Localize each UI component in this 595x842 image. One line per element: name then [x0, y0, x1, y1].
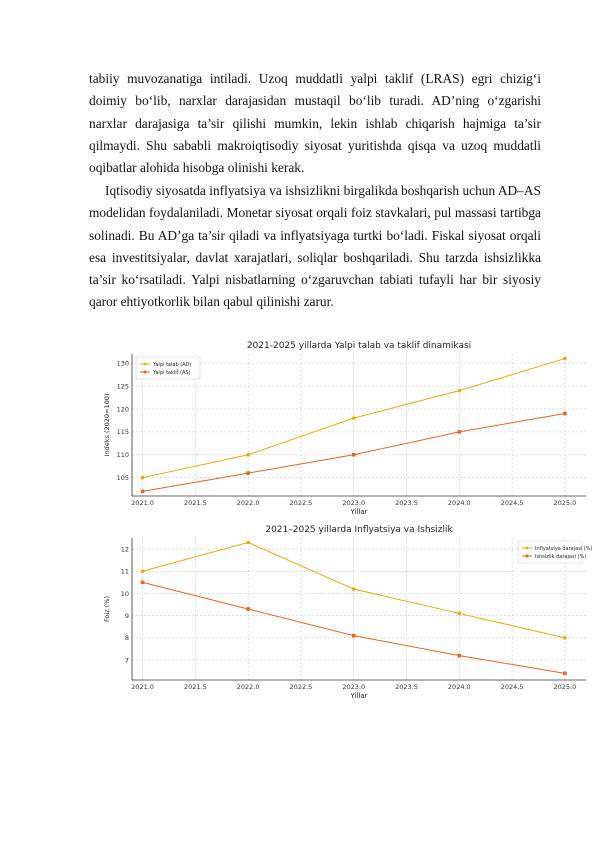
- legend-label: Yalpi taklif (AS): [153, 369, 191, 376]
- x-tick-label: 2024.0: [447, 683, 471, 691]
- series-1-point: [246, 541, 250, 545]
- inflation-unemployment-line-chart: [100, 520, 592, 706]
- x-axis-label: Yillar: [350, 508, 368, 516]
- series-1-point: [563, 636, 567, 640]
- x-axis-label: Yillar: [350, 692, 368, 700]
- y-tick-label: 7: [124, 656, 129, 665]
- legend-label: Ishsizlik darajasi (%): [535, 553, 587, 560]
- y-tick-label: 110: [116, 451, 129, 460]
- x-tick-label: 2023.0: [342, 499, 366, 507]
- y-tick-label: 8: [124, 634, 129, 643]
- legend-marker: [144, 363, 147, 366]
- x-tick-label: 2022.5: [289, 499, 313, 507]
- legend-label: Yalpi talab (AD): [153, 361, 192, 368]
- x-tick-label: 2021.5: [183, 683, 207, 691]
- body-paragraph-2: Iqtisodiy siyosatda inflyatsiya va ishsizlikni birgalikda boshqarish uchun AD–AS modelidan foydalaniladi. Monetar siyosat orqali foiz stavkalari, pul massasi tartibga solinadi. Bu AD’ga ta’sir qiladi va inflyatsiyaga turtki bo‘ladi. Fiskal siyosat orqali esa investitsiyalar, davlat xarajatlari, soliqlar boshqariladi. Shu tarzda ishsizlikka ta’sir ko‘rsatiladi. Yalpi nisbatlarning o‘zgaruvchan tabiati tufayli har bir siyosiy qaror ehtiyotkorlik bilan qabul qilinishi zarur.: [89, 183, 541, 310]
- series-2-point: [563, 672, 567, 676]
- y-tick-label: 11: [120, 567, 129, 576]
- y-tick-label: 130: [116, 359, 129, 368]
- y-axis-label: Indeks (2020=100): [103, 393, 111, 457]
- x-tick-label: 2022.5: [289, 683, 313, 691]
- x-tick-label: 2025.0: [553, 683, 577, 691]
- y-axis-label: Foiz (%): [103, 595, 111, 623]
- series-1-point: [246, 453, 250, 457]
- y-tick-label: 12: [120, 545, 129, 554]
- ad-as-line-chart: [100, 336, 592, 522]
- series-2-point: [246, 471, 250, 475]
- series-1-point: [563, 357, 567, 361]
- legend-marker: [144, 371, 147, 374]
- series-2-point: [458, 654, 462, 658]
- x-tick-label: 2024.5: [500, 683, 524, 691]
- y-tick-label: 115: [116, 428, 129, 437]
- x-tick-label: 2022.0: [236, 683, 260, 691]
- x-tick-label: 2023.5: [395, 499, 418, 507]
- series-1-point: [141, 569, 145, 573]
- x-tick-label: 2022.0: [236, 499, 260, 507]
- series-2-point: [458, 430, 462, 434]
- legend-marker: [526, 555, 529, 558]
- x-tick-label: 2024.0: [447, 499, 471, 507]
- x-tick-label: 2024.5: [500, 499, 524, 507]
- x-tick-label: 2025.0: [553, 499, 577, 507]
- chart-title: 2021-2025 yillarda Yalpi talab va taklif dinamikasi: [246, 341, 472, 351]
- x-tick-label: 2023.5: [395, 683, 418, 691]
- x-tick-label: 2021.0: [131, 683, 154, 691]
- series-2-point: [352, 453, 356, 457]
- x-tick-label: 2021.0: [131, 499, 154, 507]
- y-tick-label: 9: [124, 611, 129, 620]
- series-2-point: [563, 412, 567, 416]
- x-tick-label: 2021.5: [183, 499, 207, 507]
- body-paragraph-1: tabiiy muvozanatiga intiladi. Uzoq muddatli yalpi taklif (LRAS) egri chizig‘i doimiy bo‘lib, narxlar darajasidan mustaqil bo‘lib turadi. AD’ning o‘zgarishi narxlar darajasiga ta’sir qilishi mumkin, lekin ishlab chiqarish hajmiga ta’sir qilmaydi. Shu sababli makroiqtisodiy siyosat yuritishda qisqa va uzoq muddatli oqibatlar alohida hisobga olinishi kerak.: [89, 71, 541, 176]
- y-tick-label: 125: [116, 382, 129, 391]
- y-tick-label: 105: [116, 473, 129, 482]
- y-tick-label: 10: [120, 589, 129, 598]
- series-1-point: [352, 587, 356, 591]
- legend-marker: [526, 547, 529, 550]
- y-tick-label: 120: [116, 405, 129, 414]
- chart-title: 2021–2025 yillarda Inflyatsiya va Ishsizlik: [265, 525, 453, 535]
- series-1-point: [352, 416, 356, 420]
- series-2-point: [141, 581, 145, 585]
- series-2-point: [352, 634, 356, 638]
- series-2-point: [141, 490, 145, 494]
- series-1-point: [458, 389, 462, 393]
- legend-label: Inflyatsiya darajasi (%): [535, 545, 592, 552]
- series-1-point: [458, 612, 462, 616]
- series-2-point: [246, 607, 250, 611]
- x-tick-label: 2023.0: [342, 683, 366, 691]
- series-1-point: [141, 476, 145, 480]
